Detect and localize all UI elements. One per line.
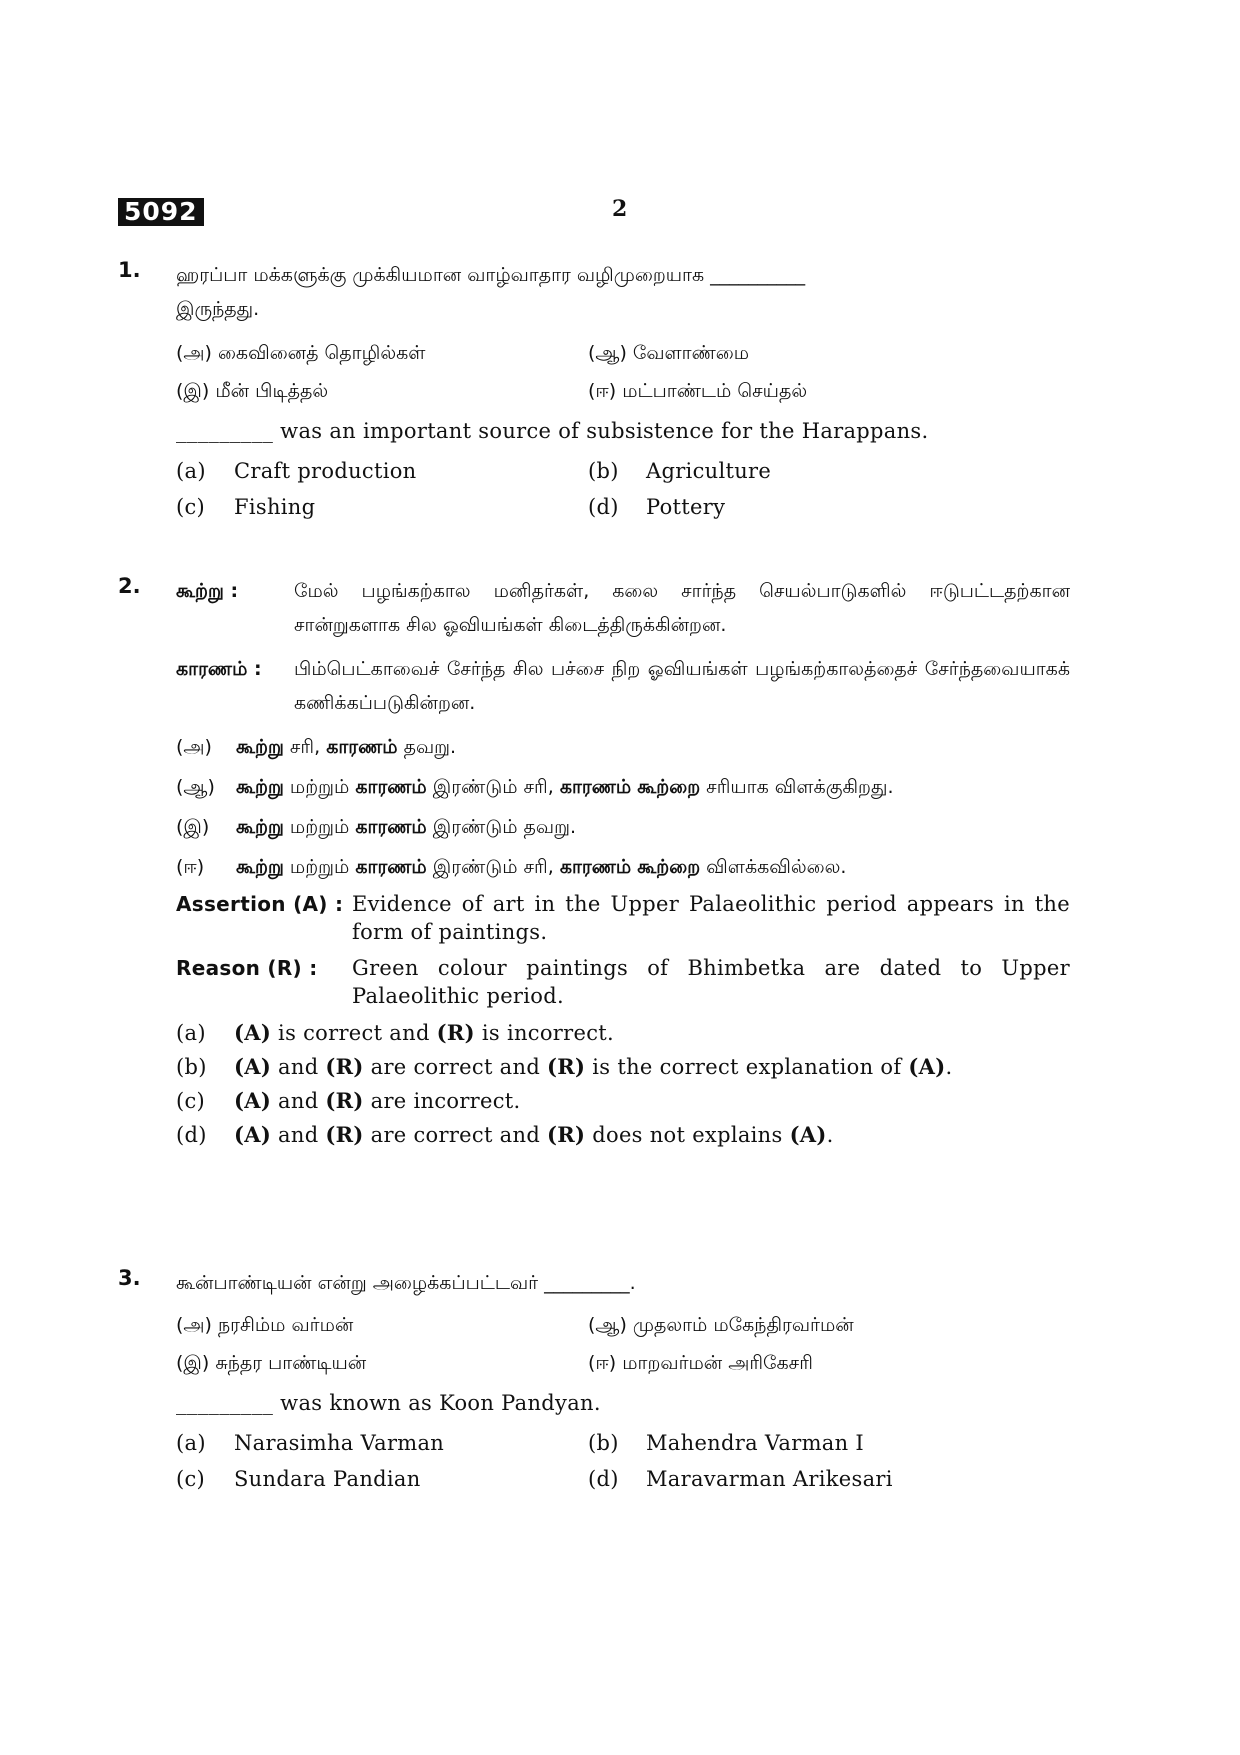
term: காரணம் bbox=[355, 816, 427, 838]
q1-tamil-option-4 bbox=[588, 374, 1070, 408]
assertion-key: Assertion (A) : bbox=[176, 892, 344, 916]
option-text bbox=[234, 1084, 1070, 1118]
page-number: 2 bbox=[612, 196, 628, 222]
option-text bbox=[236, 810, 1070, 844]
q3-tamil-stem: கூன்பாண்டியன் என்று அழைக்கப்பட்டவர் _________. bbox=[176, 1272, 636, 1294]
text: சரியாக விளக்குகிறது. bbox=[700, 776, 894, 798]
option-text: முதலாம் மகேந்திரவர்மன் bbox=[632, 1314, 854, 1336]
q1-tamil-stem-line-2: இருந்தது. bbox=[176, 298, 260, 320]
reason-key: Reason (R) : bbox=[176, 956, 318, 980]
term: கூற்று bbox=[236, 856, 284, 878]
option-text: Fishing bbox=[234, 495, 316, 519]
option-text bbox=[234, 1050, 1070, 1084]
term: (A) bbox=[234, 1054, 272, 1079]
text: மற்றும் bbox=[283, 816, 356, 838]
q1-tamil-option-2 bbox=[588, 336, 1070, 370]
option-label: (a) bbox=[176, 1021, 206, 1045]
option-text bbox=[234, 1118, 1070, 1152]
text: and bbox=[271, 1089, 326, 1113]
question-1 bbox=[118, 258, 1070, 530]
text: is the correct explanation of bbox=[585, 1055, 909, 1079]
text: மற்றும் bbox=[283, 776, 356, 798]
q1-english-stem: _________ was an important source of subsistence for the Harappans. bbox=[176, 419, 929, 443]
q2-tamil-option-4 bbox=[176, 850, 1070, 884]
q1-english-option-d bbox=[588, 490, 1070, 524]
q3-english-options bbox=[176, 1426, 1070, 1496]
text: . bbox=[945, 1055, 953, 1079]
q2-english-assertion bbox=[176, 890, 1070, 946]
term: (R) bbox=[436, 1020, 475, 1045]
term: (A) bbox=[234, 1088, 272, 1113]
q2-english-option-c bbox=[176, 1084, 1070, 1118]
option-text: Mahendra Varman I bbox=[646, 1431, 865, 1455]
term: காரணம் bbox=[326, 736, 398, 758]
q3-tamil-options bbox=[176, 1308, 1070, 1380]
q1-english-option-c bbox=[176, 490, 588, 524]
q2-english-option-b bbox=[176, 1050, 1070, 1084]
option-label: (இ) bbox=[176, 816, 210, 838]
option-text: வேளாண்மை bbox=[632, 342, 750, 364]
option-label: (b) bbox=[588, 1431, 619, 1455]
text: is correct and bbox=[271, 1021, 437, 1045]
option-text: Agriculture bbox=[646, 459, 772, 483]
term: (A) bbox=[908, 1054, 946, 1079]
question-number: 3. bbox=[118, 1266, 141, 1290]
term: (R) bbox=[325, 1122, 364, 1147]
q3-english-option-b bbox=[588, 1426, 1070, 1460]
term: (R) bbox=[547, 1122, 586, 1147]
q3-tamil-option-1 bbox=[176, 1308, 588, 1342]
option-label: (அ) bbox=[176, 1314, 212, 1336]
option-label: (ஈ) bbox=[588, 1352, 617, 1374]
assertion-text: மேல் பழங்கற்கால மனிதர்கள், கலை சார்ந்த செயல்பாடுகளில் ஈடுபட்டதற்கான சான்றுகளாக சில ஓவியங்கள் கிடைத்திருக்கின்றன. bbox=[294, 580, 1070, 636]
reason-text: Green colour paintings of Bhimbetka are dated to Upper Palaeolithic period. bbox=[352, 956, 1070, 1008]
text: மற்றும் bbox=[283, 856, 356, 878]
option-label: (c) bbox=[176, 1089, 206, 1113]
option-label: (d) bbox=[588, 495, 619, 519]
option-label: (ஆ) bbox=[588, 1314, 627, 1336]
option-label: (a) bbox=[176, 1431, 206, 1455]
text: and bbox=[271, 1123, 326, 1147]
q3-english-option-a bbox=[176, 1426, 588, 1460]
text: are incorrect. bbox=[363, 1089, 521, 1113]
option-text: மாறவர்மன் அரிகேசரி bbox=[622, 1352, 813, 1374]
text: சரி, bbox=[283, 736, 327, 758]
option-label: (c) bbox=[176, 1467, 206, 1491]
q2-english-reason bbox=[176, 954, 1070, 1010]
option-text: Narasimha Varman bbox=[234, 1431, 445, 1455]
question-number: 1. bbox=[118, 258, 141, 282]
option-label: (c) bbox=[176, 495, 206, 519]
q2-tamil-option-1 bbox=[176, 730, 1070, 764]
q2-tamil-option-3 bbox=[176, 810, 1070, 844]
term: கூற்றை bbox=[637, 856, 701, 878]
q3-tamil-option-4 bbox=[588, 1346, 1070, 1380]
q3-tamil-option-2 bbox=[588, 1308, 1070, 1342]
option-text bbox=[234, 1016, 1070, 1050]
option-text: Pottery bbox=[646, 495, 726, 519]
term: (A) bbox=[234, 1020, 272, 1045]
term: காரணம் bbox=[355, 776, 427, 798]
option-label: (a) bbox=[176, 459, 206, 483]
page-code-badge: 5092 bbox=[118, 198, 204, 226]
option-text: மட்பாண்டம் செய்தல் bbox=[622, 380, 808, 402]
text: இரண்டும் சரி, bbox=[426, 856, 560, 878]
question-2 bbox=[118, 574, 1070, 1152]
q2-tamil-assertion bbox=[176, 574, 1070, 642]
q1-english-options bbox=[176, 454, 1070, 524]
q2-english-option-d bbox=[176, 1118, 1070, 1152]
text: இரண்டும் சரி, bbox=[426, 776, 560, 798]
option-label: (d) bbox=[588, 1467, 619, 1491]
q2-tamil-reason bbox=[176, 652, 1070, 720]
term: (R) bbox=[547, 1054, 586, 1079]
option-text: கைவினைத் தொழில்கள் bbox=[217, 342, 426, 364]
q3-english-option-d bbox=[588, 1462, 1070, 1496]
q1-tamil-options bbox=[176, 336, 1070, 408]
term: (R) bbox=[325, 1088, 364, 1113]
q1-english-option-a bbox=[176, 454, 588, 488]
text: does not explains bbox=[585, 1123, 790, 1147]
term: கூற்று bbox=[236, 816, 284, 838]
option-label: (ஆ) bbox=[176, 776, 215, 798]
q3-english-stem: _________ was known as Koon Pandyan. bbox=[176, 1391, 601, 1415]
text: இரண்டும் தவறு. bbox=[426, 816, 577, 838]
option-text: Maravarman Arikesari bbox=[646, 1467, 893, 1491]
reason-key: காரணம் : bbox=[176, 658, 262, 680]
text: are correct and bbox=[363, 1123, 548, 1147]
option-label: (b) bbox=[588, 459, 619, 483]
reason-text: பிம்பெட்காவைச் சேர்ந்த சில பச்சை நிற ஓவியங்கள் பழங்கற்காலத்தைச் சேர்ந்தவையாகக் கணிக்கப்படுகின்றன. bbox=[294, 658, 1070, 714]
text: is incorrect. bbox=[474, 1021, 614, 1045]
q1-tamil-option-1 bbox=[176, 336, 588, 370]
q2-english-option-a bbox=[176, 1016, 1070, 1050]
term: கூற்றை bbox=[637, 776, 701, 798]
term: (A) bbox=[234, 1122, 272, 1147]
term: கூற்று bbox=[236, 776, 284, 798]
text: are correct and bbox=[363, 1055, 548, 1079]
option-text: Sundara Pandian bbox=[234, 1467, 421, 1491]
q1-english-option-b bbox=[588, 454, 1070, 488]
text: . bbox=[826, 1123, 834, 1147]
question-3 bbox=[118, 1266, 1070, 1502]
option-text: Craft production bbox=[234, 459, 417, 483]
option-text: மீன் பிடித்தல் bbox=[215, 380, 329, 402]
text: விளக்கவில்லை. bbox=[700, 856, 847, 878]
text: தவறு. bbox=[397, 736, 457, 758]
term: (A) bbox=[789, 1122, 827, 1147]
option-label: (ஈ) bbox=[588, 380, 617, 402]
q1-tamil-stem-line-1: ஹரப்பா மக்களுக்கு முக்கியமான வாழ்வாதார வழிமுறையாக __________ bbox=[176, 264, 806, 286]
q3-tamil-option-3 bbox=[176, 1346, 588, 1380]
option-text bbox=[236, 850, 1070, 884]
option-label: (b) bbox=[176, 1055, 207, 1079]
option-label: (d) bbox=[176, 1123, 207, 1147]
term: காரணம் bbox=[355, 856, 427, 878]
option-label: (அ) bbox=[176, 736, 212, 758]
assertion-key: கூற்று : bbox=[176, 580, 239, 602]
option-label: (அ) bbox=[176, 342, 212, 364]
text: and bbox=[271, 1055, 326, 1079]
q3-english-option-c bbox=[176, 1462, 588, 1496]
option-label: (இ) bbox=[176, 380, 210, 402]
option-text: நரசிம்ம வர்மன் bbox=[217, 1314, 354, 1336]
option-text: சுந்தர பாண்டியன் bbox=[215, 1352, 367, 1374]
q1-tamil-option-3 bbox=[176, 374, 588, 408]
option-text bbox=[236, 770, 1070, 804]
option-label: (ஆ) bbox=[588, 342, 627, 364]
option-label: (இ) bbox=[176, 1352, 210, 1374]
term: காரணம் bbox=[559, 776, 632, 798]
term: கூற்று bbox=[236, 736, 284, 758]
q2-tamil-option-2 bbox=[176, 770, 1070, 804]
assertion-text: Evidence of art in the Upper Palaeolithic period appears in the form of paintings. bbox=[352, 892, 1070, 944]
term: காரணம் bbox=[559, 856, 632, 878]
option-text bbox=[236, 730, 1070, 764]
term: (R) bbox=[325, 1054, 364, 1079]
option-label: (ஈ) bbox=[176, 856, 205, 878]
question-number: 2. bbox=[118, 574, 141, 598]
